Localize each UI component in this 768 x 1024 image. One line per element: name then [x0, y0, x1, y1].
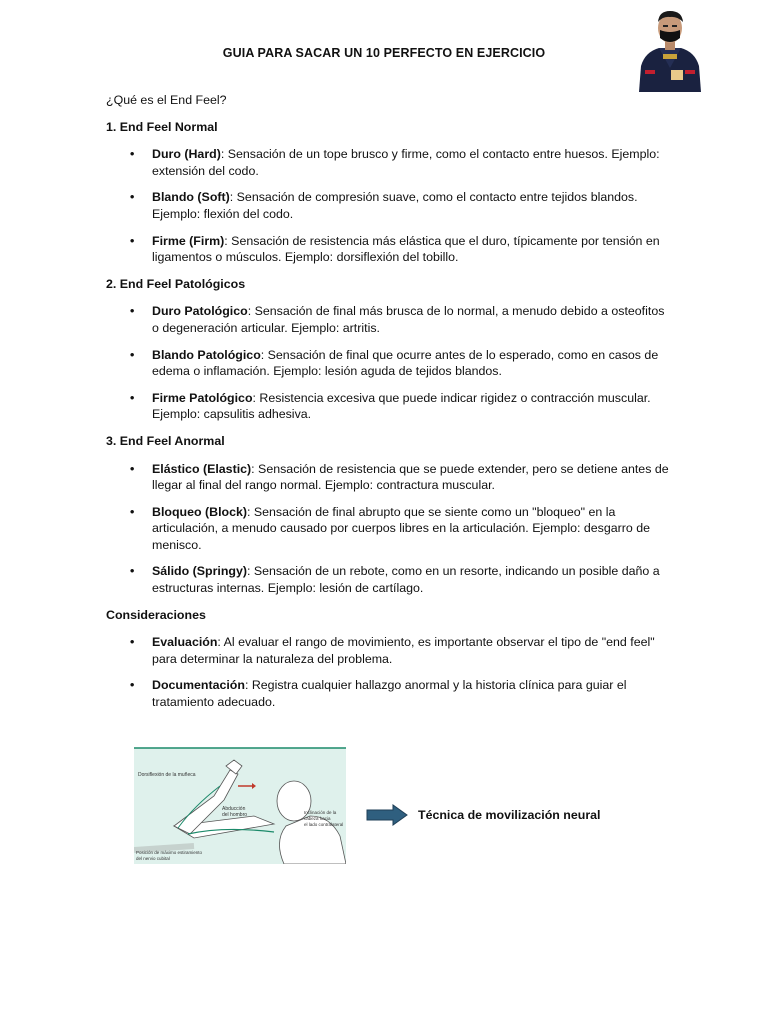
bullet-icon: •	[130, 347, 135, 362]
item-text: : Sensación de compresión suave, como el contacto entre tejidos blandos. Ejemplo: flexión del codo.	[152, 190, 638, 221]
list-item	[106, 347, 671, 380]
bullet-icon: •	[130, 504, 135, 519]
label-inclination-3: el lado contralateral	[304, 822, 344, 827]
list-item	[106, 461, 671, 494]
bullet-icon: •	[130, 564, 135, 579]
item-text: : Sensación de un tope brusco y firme, como el contacto entre huesos. Ejemplo: extensión del codo.	[152, 147, 660, 178]
item-term: Documentación	[152, 678, 245, 693]
section-heading: 3. End Feel Anormal	[106, 433, 225, 448]
list-item	[106, 189, 671, 222]
neural-mobilization-illustration	[134, 746, 346, 864]
bullet-list	[106, 461, 671, 597]
bullet-list	[106, 303, 671, 423]
item-text: : Al evaluar el rango de movimiento, es importante observar el tipo de "end feel" para determinar la naturaleza del problema.	[152, 635, 655, 666]
item-term: Sálido (Springy)	[152, 564, 247, 579]
section-considerations	[106, 607, 671, 711]
label-abduction-2: del hombro	[222, 812, 248, 818]
item-text: : Resistencia excesiva que puede indicar rigidez o contracción muscular. Ejemplo: capsulitis adhesiva.	[152, 390, 651, 422]
bullet-list	[106, 146, 671, 266]
figure-caption: Técnica de movilización neural	[418, 808, 601, 822]
label-position-1: Posición de máximo estiramiento	[136, 850, 203, 855]
right-arrow-icon	[366, 804, 408, 826]
item-text: : Sensación de final que ocurre antes de lo esperado, como en casos de edema o inflamación. Ejemplo: lesión aguda de tejidos blandos.	[152, 347, 659, 379]
list-item	[106, 146, 671, 179]
item-text: : Registra cualquier hallazgo anormal y la historia clínica para guiar el tratamiento adecuado.	[152, 678, 627, 710]
section-heading: Consideraciones	[106, 607, 206, 622]
section-heading: 1. End Feel Normal	[106, 119, 218, 134]
item-text: : Sensación de final más brusca de lo normal, a menudo debido a osteofitos o degeneración articular. Ejemplo: artritis.	[152, 304, 665, 335]
item-term: Blando Patológico	[152, 347, 261, 362]
bullet-icon: •	[130, 233, 135, 248]
document-body	[106, 92, 671, 721]
item-text: : Sensación de resistencia más elástica que el duro, típicamente por tensión en ligamentos o músculos. Ejemplo: dorsiflexión del tobillo.	[152, 233, 660, 265]
bullet-icon: •	[130, 147, 135, 162]
bullet-icon: •	[130, 190, 135, 205]
item-term: Firme Patológico	[152, 390, 253, 405]
list-item	[106, 390, 671, 423]
item-text: : Sensación de resistencia que se puede extender, pero se detiene antes de llegar al final del rango normal. Ejemplo: contractura muscular.	[152, 461, 669, 493]
list-item	[106, 563, 671, 596]
label-dorsiflexion: Dorsiflexión de la muñeca	[138, 772, 196, 778]
section-abnormal	[106, 433, 671, 597]
avatar	[637, 8, 703, 92]
label-abduction-1: Abducción	[222, 806, 246, 812]
item-term: Evaluación	[152, 635, 218, 650]
bullet-list	[106, 634, 671, 710]
item-text: : Sensación de un rebote, como en un resorte, indicando un posible daño a estructuras internas. Ejemplo: lesión de cartílago.	[152, 564, 660, 596]
item-term: Bloqueo (Block)	[152, 504, 247, 519]
label-inclination-2: cabeza hacia	[304, 816, 331, 821]
page-title: GUIA PARA SACAR UN 10 PERFECTO EN EJERCICIO	[222, 46, 546, 60]
bullet-icon: •	[130, 390, 135, 405]
label-position-2: del nervio cubital	[136, 856, 170, 861]
bullet-icon: •	[130, 678, 135, 693]
bullet-icon: •	[130, 304, 135, 319]
section-normal	[106, 119, 671, 266]
bullet-icon: •	[130, 635, 135, 650]
item-text: : Sensación de final abrupto que se siente como un "bloqueo" en la articulación, a menudo causado por cuerpos libres en la articulación. Ejemplo: desgarro de menisco.	[152, 504, 650, 552]
label-inclination-1: Inclinación de la	[304, 810, 337, 815]
item-term: Duro Patológico	[152, 304, 248, 319]
list-item	[106, 634, 671, 667]
list-item	[106, 303, 671, 336]
intro-question: ¿Qué es el End Feel?	[106, 93, 227, 107]
item-term: Blando (Soft)	[152, 190, 230, 205]
item-term: Elástico (Elastic)	[152, 461, 252, 476]
list-item	[106, 677, 671, 710]
item-term: Firme (Firm)	[152, 233, 225, 248]
item-term: Duro (Hard)	[152, 147, 221, 162]
section-heading: 2. End Feel Patológicos	[106, 276, 246, 291]
bullet-icon: •	[130, 461, 135, 476]
list-item	[106, 233, 671, 266]
list-item	[106, 504, 671, 554]
section-pathological	[106, 276, 671, 423]
